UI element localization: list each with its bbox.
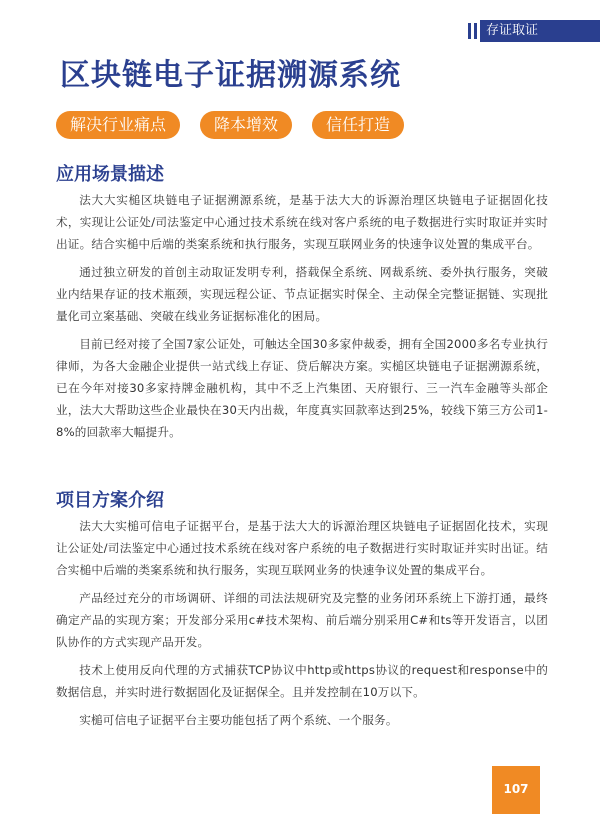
paragraph: 产品经过充分的市场调研、详细的司法法规研究及完整的业务闭环系统上下游打通，最终确定产品的实现方案；开发部分采用c#技术架构、前后端分别采用C#和ts等开发语言，以团队协作的方式实现产品开发。 (56, 591, 548, 649)
section-tag-label: 存证取证 (480, 20, 600, 42)
paragraph: 目前已经对接了全国7家公证处，可触达全国30多家仲裁委，拥有全国2000多名专业执行律师，为各大金融企业提供一站式线上存证、贷后解决方案。实槌区块链电子证据溯源系统，已在今年对接30多家持牌金融机构，其中不乏上汽集团、天府银行、三一汽车金融等头部企业，法大大帮助这些企业最快在30天内出裁，年度真实回款率达到25%，较线下第三方公司1-8%的回款率大幅提升。 (56, 337, 548, 439)
section-tag (468, 20, 600, 42)
pill-cost-efficiency: 降本增效 (200, 111, 292, 139)
paragraph: 法大大实槌区块链电子证据溯源系统，是基于法大大的诉源治理区块链电子证据固化技术，实现让公证处/司法鉴定中心通过技术系统在线对客户系统的电子数据进行实时取证并实时出证。结合实槌中后端的类案系统和执行服务，实现互联网业务的快速争议处置的集成平台。 (56, 193, 548, 251)
page-title: 区块链电子证据溯源系统 (60, 58, 401, 93)
section-scenario-body (56, 189, 548, 443)
paragraph: 技术上使用反向代理的方式捕获TCP协议中http或https协议的request和response中的数据信息，并实时进行数据固化及证据保全。且并发控制在10万以下。 (56, 663, 548, 699)
section-heading-scenario: 应用场景描述 (56, 164, 164, 185)
paragraph: 实槌可信电子证据平台主要功能包括了两个系统、一个服务。 (79, 713, 398, 727)
paragraph: 通过独立研发的首创主动取证发明专利，搭载保全系统、网裁系统、委外执行服务，突破业内结果存证的技术瓶颈，实现远程公证、节点证据实时保全、主动保全完整证据链、实现批量化司立案基础、突破在线业务证据标准化的困局。 (56, 265, 548, 323)
paragraph: 法大大实槌可信电子证据平台，是基于法大大的诉源治理区块链电子证据固化技术，实现让公证处/司法鉴定中心通过技术系统在线对客户系统的电子数据进行实时取证并实时出证。结合实槌中后端的类案系统和执行服务，实现互联网业务的快速争议处置的集成平台。 (56, 519, 548, 577)
page-number: 107 (492, 766, 540, 814)
tag-bar (474, 23, 477, 39)
section-heading-solution: 项目方案介绍 (56, 490, 164, 511)
feature-pills (56, 111, 404, 139)
tag-bar (468, 23, 471, 39)
pill-trust: 信任打造 (312, 111, 404, 139)
section-solution-body (56, 515, 548, 731)
pill-pain-points: 解决行业痛点 (56, 111, 180, 139)
